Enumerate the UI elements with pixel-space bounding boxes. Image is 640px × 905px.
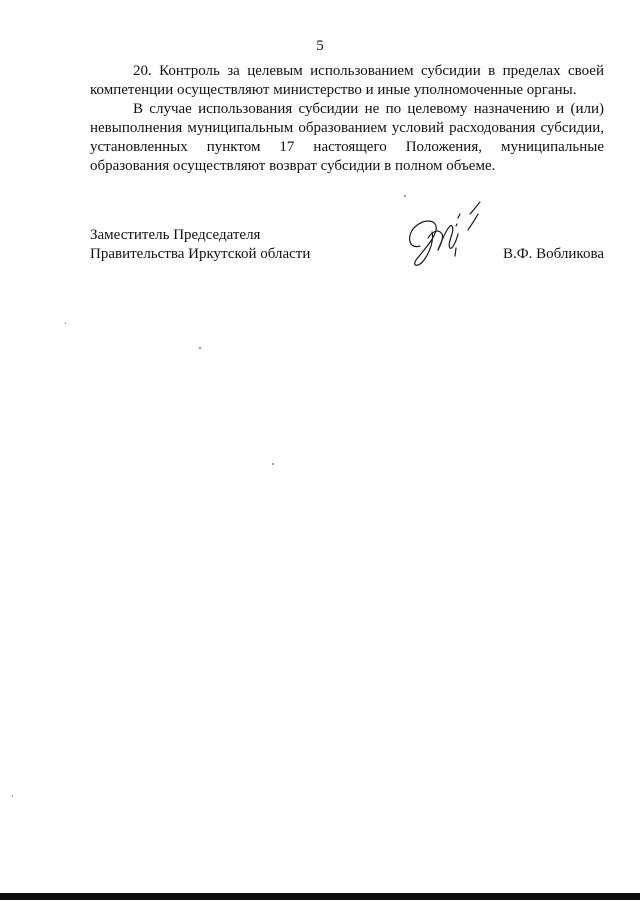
signer-title [90,226,310,264]
scan-speck [65,322,66,324]
page-number: 5 [316,38,324,54]
signer-title-line-2: Правительства Иркутской области [90,246,311,262]
paragraph-20: 20. Контроль за целевым использованием субсидии в пределах своей компетенции осуществляют министерство и иные уполномоченные органы. [90,63,604,98]
scan-bottom-edge [0,893,640,900]
scan-speck [12,795,13,797]
document-body [90,62,604,176]
signer-name: В.Ф. Вобликова [503,246,604,262]
scan-speck [272,463,274,465]
paragraph-refund: В случае использования субсидии не по целевому назначению и (или) невыполнения муниципальным образованием условий расходования субсидии, установленных пунктом 17 настоящего Положения, муниципальные образования осуществляют возврат субсидии в полном объеме. [90,101,604,174]
signature-block [90,226,604,286]
scan-speck [404,195,406,197]
signer-title-line-1: Заместитель Председателя [90,227,261,243]
handwritten-signature [398,190,498,276]
scan-speck [199,347,201,349]
